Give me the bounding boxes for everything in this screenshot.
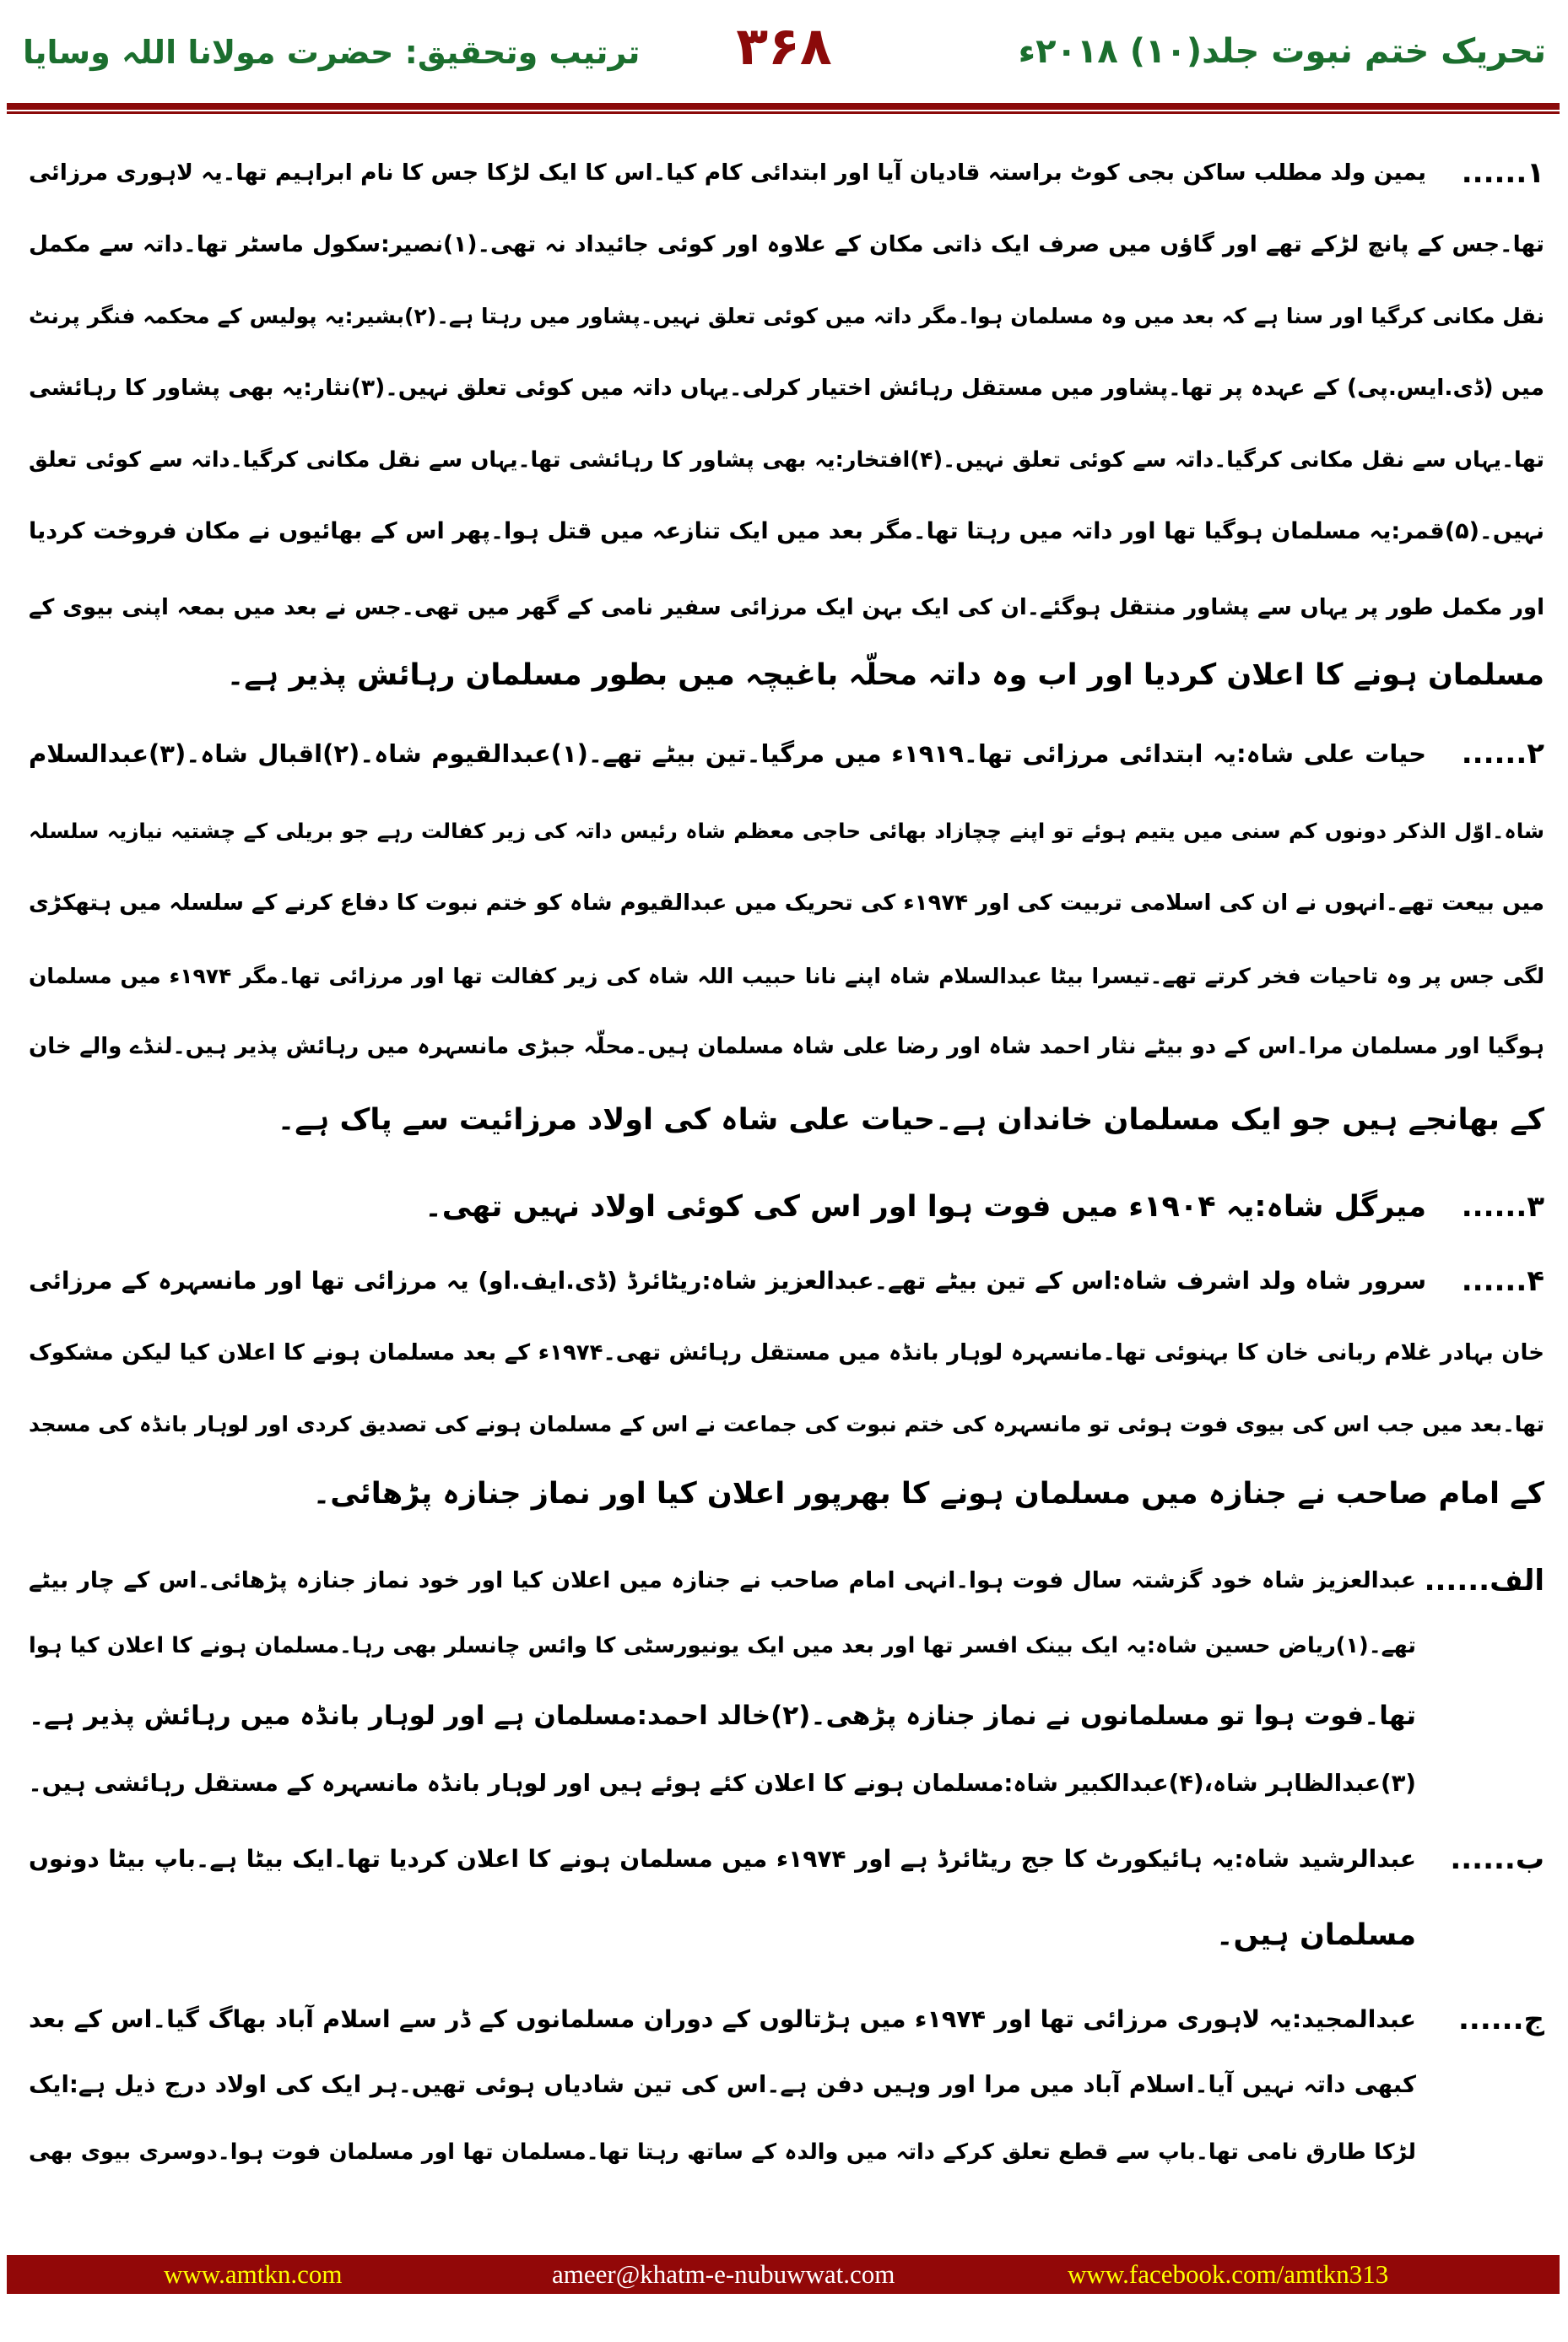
text-line: کے بھانجے ہیں جو ایک مسلمان خاندان ہے۔حیات علی شاہ کی اولاد مرزائیت سے پاک ہے۔ xyxy=(277,1103,1544,1137)
subitem-marker: الف...... xyxy=(1424,1564,1544,1598)
page-number: ۳۶۸ xyxy=(736,15,832,77)
text-line: نقل مکانی کرگیا اور سنا ہے کہ بعد میں وہ مسلمان ہوا۔مگر داتہ میں کوئی تعلق نہیں۔پشاور میں رہتا ہے۔(۲)بشیر:یہ پولیس کے محکمہ فنگر پرنٹ xyxy=(29,304,1544,328)
text-line: تھے۔(۱)ریاض حسین شاہ:یہ ایک بینک افسر تھا اور بعد میں ایک یونیورسٹی کا وائس چانسلر بھی رہا۔مسلمان ہونے کا اعلان کیا ہوا xyxy=(29,1633,1416,1658)
text-line: یمین ولد مطلب ساکن بجی کوٹ براستہ قادیان آیا اور ابتدائی کام کیا۔اس کا ایک لڑکا جس کا نام ابراہیم تھا۔یہ لاہوری مرزائی xyxy=(29,160,1426,186)
text-line: (۳)عبدالظاہر شاہ،(۴)عبدالکبیر شاہ:مسلمان ہونے کا اعلان کئے ہوئے ہیں اور لوہار بانڈہ مانسہرہ کے مستقل رہائشی ہیں۔ xyxy=(29,1770,1416,1797)
header-divider-thin xyxy=(7,111,1560,114)
compiler-credit: ترتیب وتحقیق: حضرت مولانا اللہ وسایا xyxy=(23,34,641,71)
text-line: خان بہادر غلام ربانی خان کا بہنوئی تھا۔مانسہرہ لوہار بانڈہ میں مستقل رہائش تھی۔۱۹۷۴ء کے بعد مسلمان ہونے کا اعلان کیا لیکن مشکوک xyxy=(29,1340,1544,1366)
text-line: مسلمان ہیں۔ xyxy=(1215,1918,1416,1952)
text-line: کے امام صاحب نے جنازہ میں مسلمان ہونے کا بھرپور اعلان کیا اور نماز جنازہ پڑھائی۔ xyxy=(312,1477,1544,1511)
subitem-marker: ج...... xyxy=(1458,2003,1544,2036)
book-title: تحریک ختم نبوت جلد(۱۰) ۲۰۱۸ء xyxy=(1018,32,1546,71)
item-marker: ۳...... xyxy=(1461,1190,1544,1224)
text-line: ہوگیا اور مسلمان مرا۔اس کے دو بیٹے نثار احمد شاہ اور رضا علی شاہ مسلمان ہیں۔محلّہ جبڑی مانسہرہ میں رہائش پذیر ہیں۔لنڈے والے خان xyxy=(29,1034,1544,1059)
text-line: عبدالعزیز شاہ خود گزشتہ سال فوت ہوا۔انہی امام صاحب نے جنازہ میں اعلان کیا اور خود نماز جنازہ پڑھائی۔اس کے چار بیٹے xyxy=(29,1567,1416,1593)
email-link[interactable]: ameer@khatm-e-nubuwwat.com xyxy=(552,2259,895,2289)
item-marker: ۴...... xyxy=(1461,1264,1544,1298)
text-line: مسلمان ہونے کا اعلان کردیا اور اب وہ داتہ محلّہ باغیچہ میں بطور مسلمان رہائش پذیر ہے۔ xyxy=(226,658,1544,692)
website-link[interactable]: www.amtkn.com xyxy=(164,2259,343,2289)
text-line: حیات علی شاہ:یہ ابتدائی مرزائی تھا۔۱۹۱۹ء میں مرگیا۔تین بیٹے تھے۔(۱)عبدالقیوم شاہ۔(۲)اقبال شاہ۔(۳)عبدالسلام xyxy=(29,739,1426,768)
text-line: تھا۔یہاں سے نقل مکانی کرگیا۔داتہ سے کوئی تعلق نہیں۔(۴)افتخار:یہ بھی پشاور کا رہائشی تھا۔یہاں سے نقل مکانی کرگیا۔داتہ سے کوئی تعلق xyxy=(29,447,1544,473)
text-line: اور مکمل طور پر یہاں سے پشاور منتقل ہوگئے۔ان کی ایک بہن ایک مرزائی سفیر نامی کے گھر میں تھی۔جس نے بعد میں بمعہ اپنی بیوی کے xyxy=(29,595,1544,620)
item-marker: ۱...... xyxy=(1461,156,1544,190)
item-marker: ۲...... xyxy=(1461,737,1544,771)
text-line: میں بیعت تھے۔انہوں نے ان کی اسلامی تربیت کی اور ۱۹۷۴ء کی تحریک میں عبدالقیوم شاہ کو ختم نبوت کا دفاع کرنے کے سلسلہ میں ہتھکڑی xyxy=(29,890,1544,916)
text-line: سرور شاہ ولد اشرف شاہ:اس کے تین بیٹے تھے۔عبدالعزیز شاہ:ریٹائرڈ (ڈی.ایف.او) یہ مرزائی تھا اور مانسہرہ کے مرزائی xyxy=(29,1267,1426,1295)
text-line: نہیں۔(۵)قمر:یہ مسلمان ہوگیا تھا اور داتہ میں رہتا تھا۔مگر بعد میں ایک تنازعہ میں قتل ہوا۔پھر اس کے بھائیوں نے مکان فروخت کردیا xyxy=(29,518,1544,544)
page-footer xyxy=(7,2255,1560,2294)
text-line: شاہ۔اوّل الذکر دونوں کم سنی میں یتیم ہوئے تو اپنے چچازاد بھائی حاجی معظم شاہ رئیس داتہ کی زیر کفالت رہے جو بریلی کے چشتیہ نیازیہ سلسلہ xyxy=(29,819,1544,843)
text-line: میرگل شاہ:یہ ۱۹۰۴ء میں فوت ہوا اور اس کی کوئی اولاد نہیں تھی۔ xyxy=(424,1190,1426,1224)
text-line: کبھی داتہ نہیں آیا۔اسلام آباد میں مرا اور وہیں دفن ہے۔اس کی تین شادیاں ہوئی تھیں۔ہر ایک کی اولاد درج ذیل ہے:ایک xyxy=(29,2071,1416,2098)
text-line: عبدالمجید:یہ لاہوری مرزائی تھا اور ۱۹۷۴ء میں ہڑتالوں کے دوران مسلمانوں کے ڈر سے اسلام آباد بھاگ گیا۔اس کے بعد xyxy=(29,2005,1416,2033)
text-line: لگی جس پر وہ تاحیات فخر کرتے تھے۔تیسرا بیٹا عبدالسلام شاہ اپنے نانا حبیب اللہ شاہ کی زیر کفالت تھا اور مرزائی تھا۔مگر ۱۹۷۴ء میں مسلمان xyxy=(29,964,1544,988)
subitem-marker: ب...... xyxy=(1450,1842,1544,1876)
text-line: عبدالرشید شاہ:یہ ہائیکورٹ کا جج ریٹائرڈ ہے اور ۱۹۷۴ء میں مسلمان ہونے کا اعلان کردیا تھا۔ایک بیٹا ہے۔باپ بیٹا دونوں xyxy=(29,1845,1416,1873)
text-line: تھا۔جس کے پانچ لڑکے تھے اور گاؤں میں صرف ایک ذاتی مکان کے علاوہ اور کوئی جائیداد نہ تھی۔(۱)نصیر:سکول ماسٹر تھا۔داتہ سے مکمل xyxy=(29,231,1544,257)
text-line: تھا۔فوت ہوا تو مسلمانوں نے نماز جنازہ پڑھی۔(۲)خالد احمد:مسلمان ہے اور لوہار بانڈہ میں رہائش پذیر ہے۔ xyxy=(29,1701,1416,1731)
header-divider-thick xyxy=(7,103,1560,110)
text-line: تھا۔بعد میں جب اس کی بیوی فوت ہوئی تو مانسہرہ کی ختم نبوت کی جماعت نے اس کے مسلمان ہونے کی تصدیق کردی اور لوہار بانڈہ کی مسجد xyxy=(29,1412,1544,1436)
facebook-link[interactable]: www.facebook.com/amtkn313 xyxy=(1068,2259,1389,2289)
text-line: لڑکا طارق نامی تھا۔باپ سے قطع تعلق کرکے داتہ میں والدہ کے ساتھ رہتا تھا۔مسلمان تھا اور مسلمان فوت ہوا۔دوسری بیوی بھی xyxy=(29,2139,1416,2165)
text-line: میں (ڈی.ایس.پی) کے عہدہ پر تھا۔پشاور میں مستقل رہائش اختیار کرلی۔یہاں داتہ میں کوئی تعلق نہیں۔(۳)نثار:یہ بھی پشاور کا رہائشی xyxy=(29,375,1544,401)
